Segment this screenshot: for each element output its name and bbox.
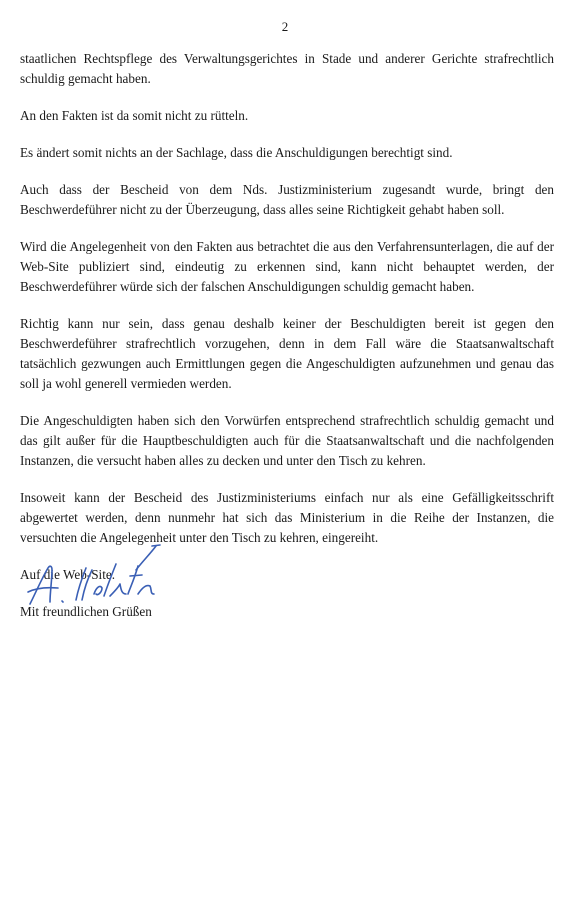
paragraph-2: An den Fakten ist da somit nicht zu rütteln. [20,108,249,123]
paragraph-8: Insoweit kann der Bescheid des Justizministeriums einfach nur als eine Gefälligkeitsschrift abgewertet werden, denn nunmehr hat sich das Ministerium in die Reihe der Instanzen, die versuchten die Angelegenheit unter den Tisch zu kehren, eingereiht. [20,490,554,545]
page-number: 2 [281,19,289,34]
paragraph-9: Auf die Web-Site. [20,567,116,582]
handwritten-signature [24,544,174,610]
letter-body [20,49,554,622]
closing-salutation: Mit freundlichen Grüßen [20,604,152,619]
paragraph-7: Die Angeschuldigten haben sich den Vorwürfen entsprechend strafrechtlich schuldig gemacht und das gilt außer für die Hauptbeschuldigten auch für die Staatsanwaltschaft und die nachfolgenden Instanzen, die versucht haben alles zu decken und unter den Tisch zu kehren. [20,413,554,468]
paragraph-5: Wird die Angelegenheit von den Fakten aus betrachtet die aus den Verfahrensunterlagen, die auf der Web-Site publiziert sind, eindeutig zu erkennen sind, kann nicht behauptet werden, der Beschwerdeführer würde sich der falschen Anschuldigungen schuldig gemacht haben. [20,239,554,294]
paragraph-1: staatlichen Rechtspflege des Verwaltungsgerichtes in Stade und anderer Gerichte strafrechtlich schuldig gemacht haben. [20,51,554,86]
paragraph-4: Auch dass der Bescheid von dem Nds. Justizministerium zugesandt wurde, bringt den Beschwerdeführer nicht zu der Überzeugung, dass alles seine Richtigkeit gehabt haben soll. [20,182,554,217]
paragraph-6: Richtig kann nur sein, dass genau deshalb keiner der Beschuldigten bereit ist gegen den Beschwerdeführer strafrechtlich vorzugehen, denn in dem Fall wäre die Staatsanwaltschaft tatsächlich gezwungen auch Ermittlungen gegen die Angeschuldigten aufzunehmen und genau das soll ja wohl generell vermieden werden. [20,316,554,391]
paragraph-3: Es ändert somit nichts an der Sachlage, dass die Anschuldigungen berechtigt sind. [20,145,453,160]
